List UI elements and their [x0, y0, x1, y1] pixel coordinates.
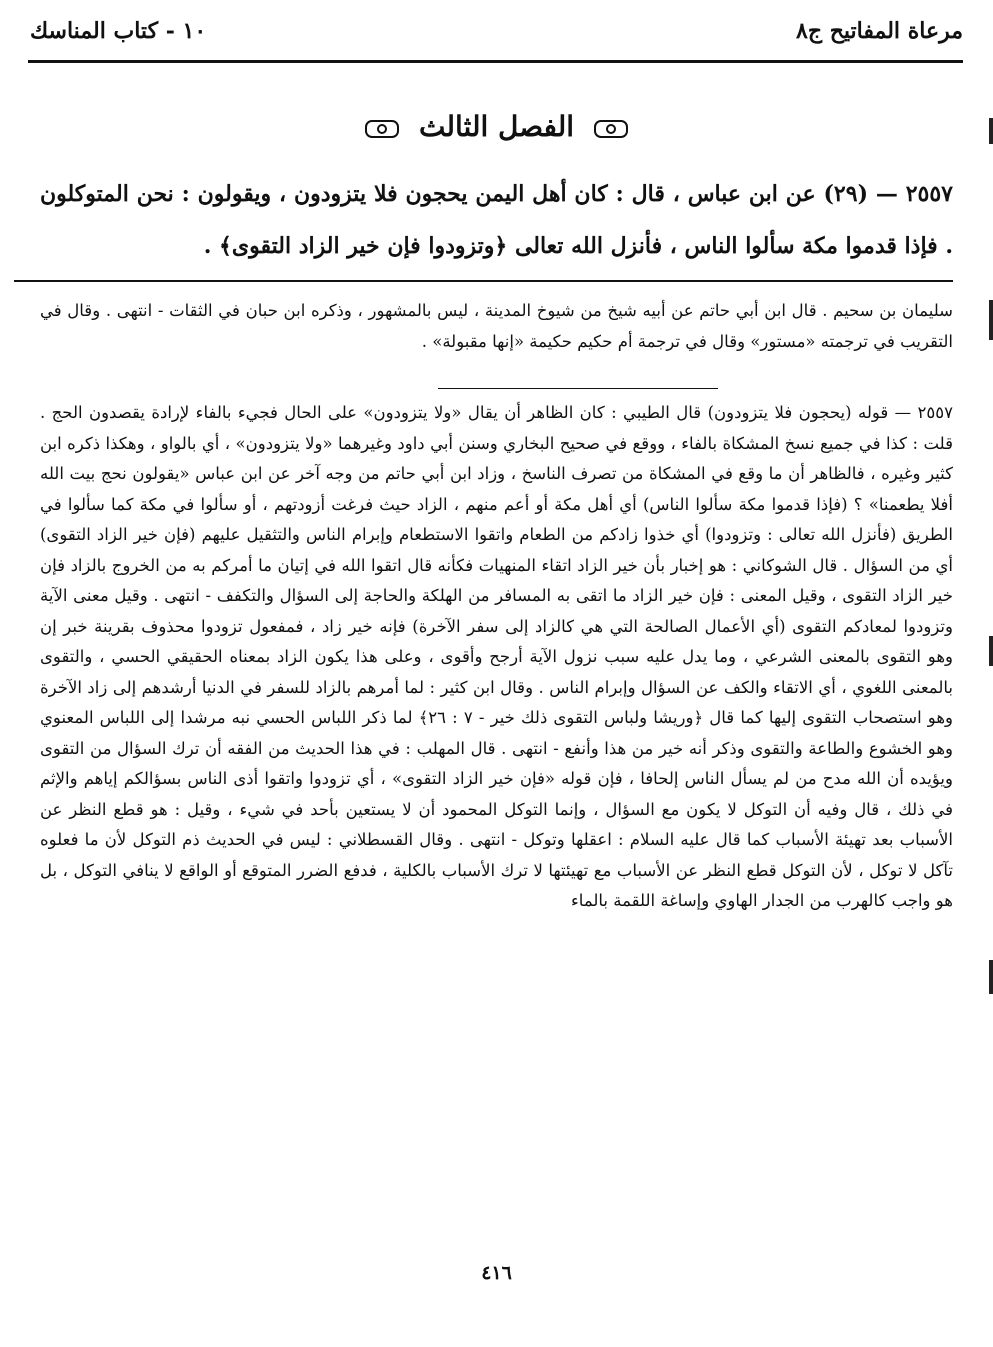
margin-scan-mark — [989, 636, 993, 666]
ornament-icon — [365, 120, 399, 138]
text-separator-rule — [14, 280, 953, 282]
hadith-text: ٢٥٥٧ — (٢٩) عن ابن عباس ، قال : كان أهل اليمن يحجون فلا يتزودون ، ويقولون : نحن المتوكلون . فإذا قدموا مكة سألوا الناس ، فأنزل الله تعالى ﴿وتزودوا فإن خير الزاد التقوى﴾ . — [40, 181, 953, 259]
header-rule — [28, 60, 963, 63]
header-chapter-title: ١٠ - كتاب المناسك — [30, 18, 207, 44]
page-number: ٤١٦ — [481, 1262, 512, 1284]
margin-scan-mark — [989, 300, 993, 340]
ornament-icon — [594, 120, 628, 138]
margin-scan-mark — [989, 118, 993, 144]
margin-scan-mark — [989, 960, 993, 994]
section-title — [0, 110, 993, 143]
paragraph-separator-rule — [438, 388, 718, 389]
section-title-text: الفصل الثالث — [418, 110, 575, 143]
running-header — [30, 14, 963, 64]
header-book-title: مرعاة المفاتيح ج٨ — [796, 18, 963, 44]
commentary-paragraph-2: ٢٥٥٧ — قوله (يحجون فلا يتزودون) قال الطيبي : كان الظاهر أن يقال «ولا يتزودون» على الحال فجيء بالفاء لإرادة يقصدون الحج . قلت : كذا في جميع نسخ المشكاة بالفاء ، ووقع في صحيح البخاري وسنن أبي داود وغيرهما «ولا يتزودون» ، أي بالواو ، وهكذا ذكره ابن كثير وغيره ، فالظاهر أن ما وقع في المشكاة من تصرف الناسخ ، وزاد ابن أبي حاتم من وجه آخر عن ابن عباس «يقولون نحج بيت الله أفلا يطعمنا» ؟ (فإذا قدموا مكة سألوا الناس) أي أهل مكة أو أعم منهم ، الزاد حيث فرغت أزودتهم ، أو سألوا في مكة كما سألوا في الطريق (فأنزل الله تعالى : وتزودوا) أي خذوا زادكم من الطعام واتقوا الاستطعام وإبرام الناس والتثقيل عليهم (فإن خير الزاد التقوى) أي من السؤال . قال الشوكاني : هو إخبار بأن خير الزاد اتقاء المنهيات فكأنه قال اتقوا الله في إتيان ما أمركم به من الخروج بالزاد فإن خير الزاد التقوى ، وقيل المعنى : فإن خير الزاد ما اتقى به المسافر من الهلكة والحاجة إلى السؤال والتكفف - انتهى . وقيل معنى الآية وتزودوا لمعادكم التقوى (أي الأعمال الصالحة التي هي كالزاد إلى سفر الآخرة) فإنه خير زاد ، فمفعول تزودوا محذوف بقرينة خبر إن وهو التقوى بالمعنى الشرعي ، وما يدل عليه سبب نزول الآية أرجح وأقوى ، وعلى هذا يكون الزاد بمعناه الحقيقي الحسي ، والتقوى بالمعنى اللغوي ، أي الاتقاء والكف عن السؤال وإبرام الناس . وقال ابن كثير : لما أمرهم بالزاد للسفر في الدنيا أرشدهم إلى زاد الآخرة وهو استصحاب التقوى إليها كما قال ﴿وريشا ولباس التقوى ذلك خير - ٧ : ٢٦﴾ لما ذكر اللباس الحسي نبه مرشدا إلى اللباس المعنوي وهو الخشوع والطاعة والتقوى وذكر أنه خير من هذا وأنفع - انتهى . قال المهلب : في هذا الحديث من الفقه أن ترك السؤال من التقوى ويؤيده أن الله مدح من لم يسأل الناس إلحافا ، فإن قوله «فإن خير الزاد التقوى» ، أي تزودوا واتقوا أذى الناس بسؤالكم إياهم والإثم في ذلك ، قال وفيه أن التوكل لا يكون مع السؤال ، وإنما التوكل المحمود أن لا يستعين بأحد في شيء ، وقيل : هو قطع النظر عن الأسباب بعد تهيئة الأسباب كما قال عليه السلام : اعقلها وتوكل - انتهى . وقال القسطلاني : ليس في الحديث ذم التوكل لأن ما فعلوه تآكل لا توكل ، لأن التوكل قطع النظر عن الأسباب مع تهيئتها لا ترك الأسباب بالكلية ، فدفع الضرر المتوقع أو الواقع لا ينافي التوكل ، بل هو واجب كالهرب من الجدار الهاوي وإساغة اللقمة بالماء — [40, 403, 953, 910]
commentary-paragraph-1: سليمان بن سحيم . قال ابن أبي حاتم عن أبيه شيخ من شيوخ المدينة ، ليس بالمشهور ، وذكره ابن حبان في الثقات - انتهى . وقال في التقريب في ترجمته «مستور» وقال في ترجمة أم حكيم حكيمة «إنها مقبولة» . — [40, 301, 953, 351]
